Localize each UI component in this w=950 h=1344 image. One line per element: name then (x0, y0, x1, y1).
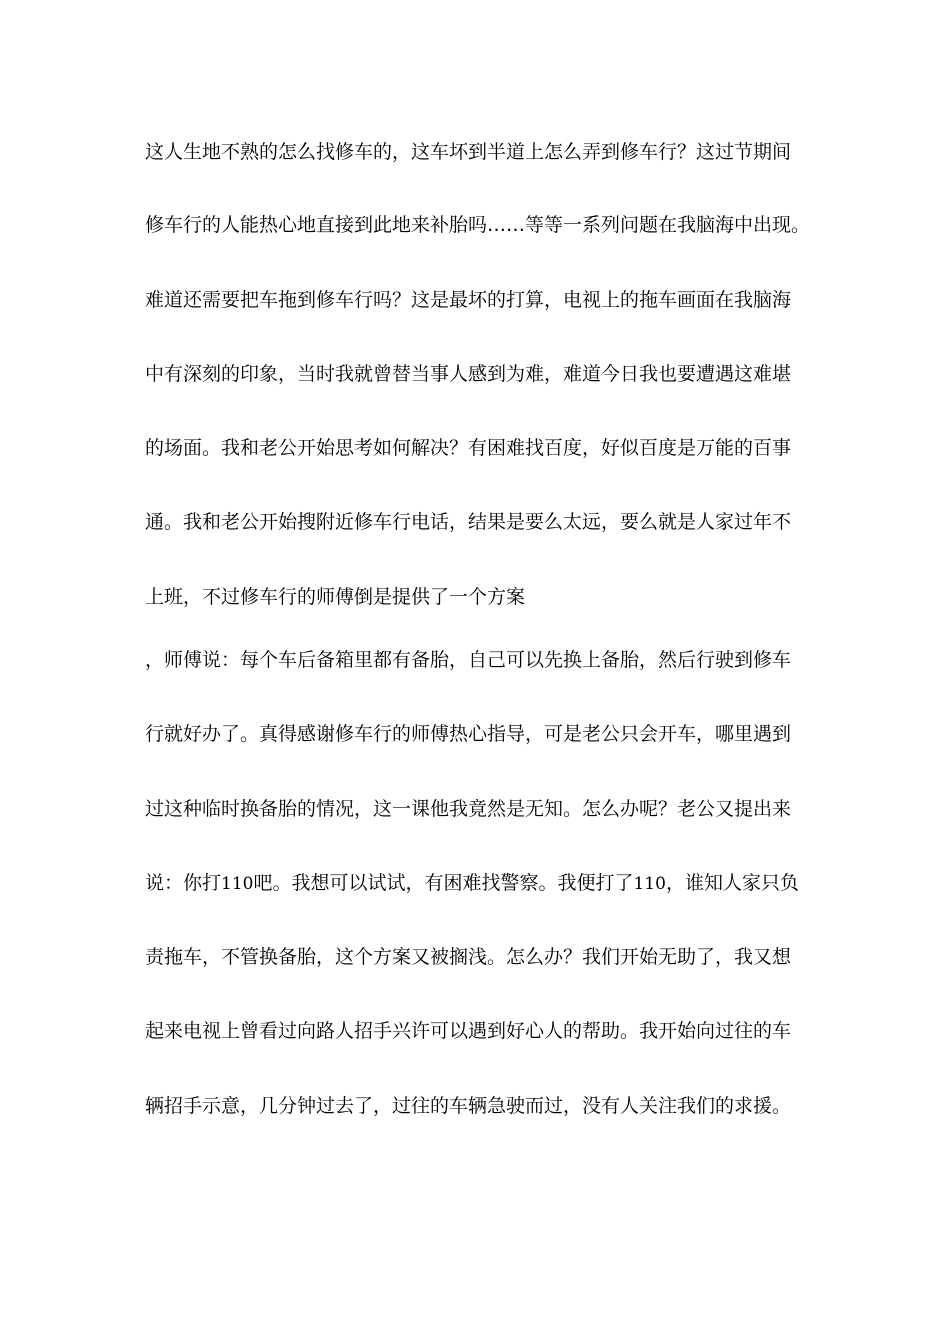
paragraph-line: 中有深刻的印象，当时我就曾替当事人感到为难，难道今日我也要遭遇这难堪 (145, 363, 792, 385)
paragraph-line (145, 871, 825, 896)
line-text: ，谁知人家只负 (665, 872, 799, 894)
paragraph-line: 起来电视上曾看过向路人招手兴许可以遇到好心人的帮助。我开始向过往的车 (145, 1020, 792, 1042)
paragraph-line: 难道还需要把车拖到修车行吗？这是最坏的打算，电视上的拖车画面在我脑海 (145, 289, 792, 311)
phone-number: 110 (221, 874, 254, 894)
paragraph-line: 修车行的人能热心地直接到此地来补胎吗……等等一系列问题在我脑海中出现。 (145, 214, 811, 236)
paragraph-line: 责拖车，不管换备胎，这个方案又被搁浅。怎么办？我们开始无助了，我又想 (145, 946, 792, 968)
paragraph-line: 辆招手示意，几分钟过去了，过往的车辆急驶而过，没有人关注我们的求援。 (145, 1095, 792, 1117)
paragraph-line: 的场面。我和老公开始思考如何解决？有困难找百度，好似百度是万能的百事 (145, 437, 792, 459)
paragraph-line: 这人生地不熟的怎么找修车的，这车坏到半道上怎么弄到修车行？这过节期间 (145, 141, 792, 163)
line-text: 吧。我想可以试试，有困难找警察。我便打了 (253, 872, 634, 894)
phone-number: 110 (633, 874, 666, 894)
paragraph-line: 上班，不过修车行的师傅倒是提供了一个方案 (145, 586, 526, 608)
paragraph-line: ，师傅说：每个车后备箱里都有备胎，自己可以先换上备胎，然后行驶到修车 (145, 649, 792, 671)
paragraph-line: 过这种临时换备胎的情况，这一课他我竟然是无知。怎么办呢？老公又提出来 (145, 798, 792, 820)
paragraph-line: 行就好办了。真得感谢修车行的师傅热心指导，可是老公只会开车，哪里遇到 (145, 723, 792, 745)
line-text: 说：你打 (145, 872, 222, 894)
paragraph-line: 通。我和老公开始搜附近修车行电话，结果是要么太远，要么就是人家过年不 (145, 511, 792, 533)
